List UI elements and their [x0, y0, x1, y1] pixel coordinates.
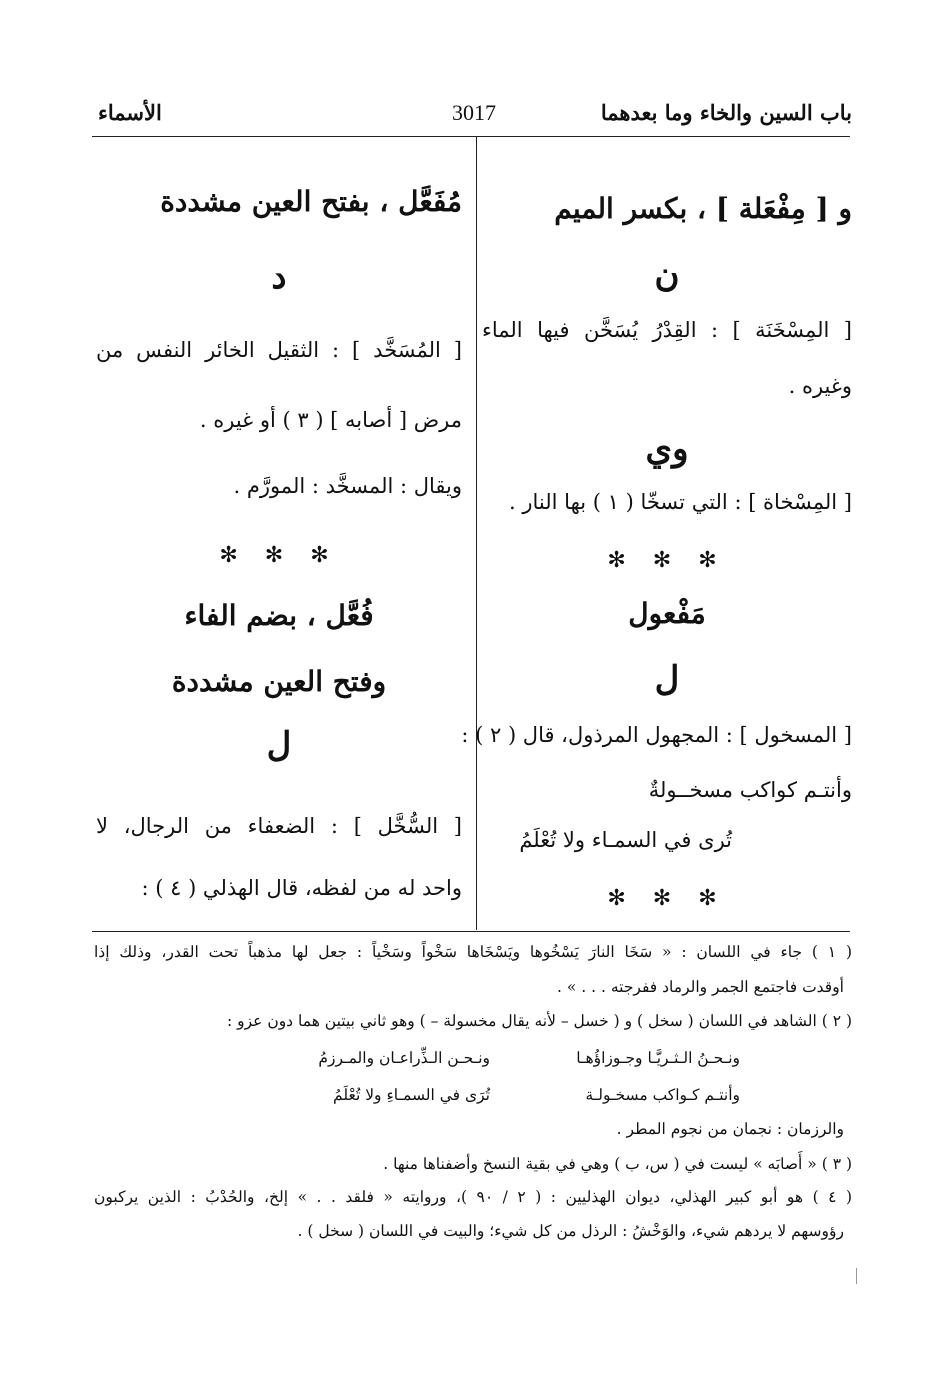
header-rule — [92, 136, 850, 137]
pattern-heading-fuaal: فُعَّل ، بضم الفاء — [184, 599, 374, 632]
footnote-1-continued: أوقدت فاجتمع الجمر والرماد ففرجته . . . » . — [557, 978, 844, 996]
entry-sukhkhal-continued: واحد له من لفظه، قال الهذلي ( ٤ ) : — [141, 876, 462, 900]
pattern-heading-mufaal: مُفَعَّل ، بفتح العين مشددة — [160, 185, 462, 218]
entry-sukhkhal: [ السُّخَّل ] : الضعفاء من الرجال، لا — [96, 814, 462, 838]
entry-maskhool: [ المسخول ] : المجهول المرذول، قال ( ٢ ) : — [461, 723, 852, 747]
poem-line-2: تُرى في السمـاء ولا تُعْلَمُ — [519, 828, 732, 852]
footnote-rule — [92, 931, 850, 932]
section-separator-stars: ✻ ✻ ✻ — [607, 548, 727, 573]
footnote-verse-2-first-hemistich: وأنتـم كـواكب مسخـولـة — [585, 1086, 740, 1104]
root-letter-d: د — [271, 257, 287, 297]
root-letter-n: ن — [654, 255, 680, 295]
root-letter-l: ل — [654, 659, 680, 699]
footnote-verse-2-second-hemistich: تُرَى في السمـاءِ ولا تُعْلَمُ — [333, 1086, 490, 1104]
footnote-3: ( ٣ ) « أَصابَه » ليست في ( س، ب ) وهي في بقية النسخ وأضفناها منها . — [383, 1155, 852, 1173]
footnote-2: ( ٢ ) الشاهد في اللسان ( سخل ) و ( خسل – لأنه يقال مخسولة – ) وهو ثاني بيتين هما دون عزو : — [226, 1012, 852, 1030]
poem-line-1: وأنتـم كواكب مسخــولةٌ — [648, 778, 852, 802]
entry-musakhkhad-continued: مرض [ أصابه ] ( ٣ ) أو غيره . — [199, 408, 462, 432]
footnote-4-continued: رؤوسهم لا يردهم شيء، والوَخْشُ : الرذل من كل شيء؛ والبيت في اللسان ( سخل ) . — [297, 1222, 844, 1240]
section-separator-stars: ✻ ✻ ✻ — [219, 543, 339, 568]
section-separator-stars: ✻ ✻ ✻ — [607, 886, 727, 911]
pattern-heading-mafool: مَفْعول — [628, 597, 706, 630]
entry-musakhkhad: [ المُسَخَّد ] : الثقيل الخائر النفس من — [96, 338, 462, 362]
root-letters-wy: وي — [645, 429, 689, 469]
footnote-4: ( ٤ ) هو أبو كبير الهذلي، ديوان الهذليين : ( ٢ / ٩٠ )، وروايته « فلقد . . » إلخ، والحُدْبُ : الذين يركبون — [94, 1188, 852, 1206]
footnote-2-gloss: والرزمان : نجمان من نجوم المطر . — [616, 1120, 844, 1138]
footnote-1: ( ١ ) جاء في اللسان : « سَخَا النارَ يَسْخُوها ويَسْخَاها سَخْواً وسَخْياً : جعل لها مذهباً تحت القدر، وذلك إذا — [94, 943, 853, 961]
root-letter-l: ل — [266, 725, 292, 765]
entry-musakhkhad-variant: ويقال : المسخَّد : المورَّم . — [233, 474, 462, 498]
entry-miskhana-continued: وغيره . — [788, 374, 852, 398]
header-chapter-title: باب السين والخاء وما بعدهما — [600, 100, 852, 125]
footnote-verse-1-first-hemistich: ونـحـنُ الـثـريَّـا وجـوزاؤُهـا — [576, 1049, 740, 1067]
pattern-heading-mifala: و [ مِفْعَلة ] ، بكسر الميم — [554, 192, 852, 225]
header-section-title: الأسماء — [98, 100, 162, 125]
pattern-heading-fuaal-continued: وفتح العين مشددة — [171, 665, 387, 698]
column-divider — [476, 137, 477, 930]
footnote-verse-1-second-hemistich: ونـحـن الـذِّراعـان والمـرزمُ — [318, 1049, 490, 1067]
entry-miskhana: [ المِسْخَنَة ] : القِدْرُ يُسَخَّن فيها الماء — [482, 318, 852, 342]
margin-mark — [856, 1268, 857, 1284]
page-number: 3017 — [452, 100, 496, 125]
entry-miskhat: [ المِسْخاة ] : التي تسخّا ( ١ ) بها النار . — [509, 490, 852, 514]
